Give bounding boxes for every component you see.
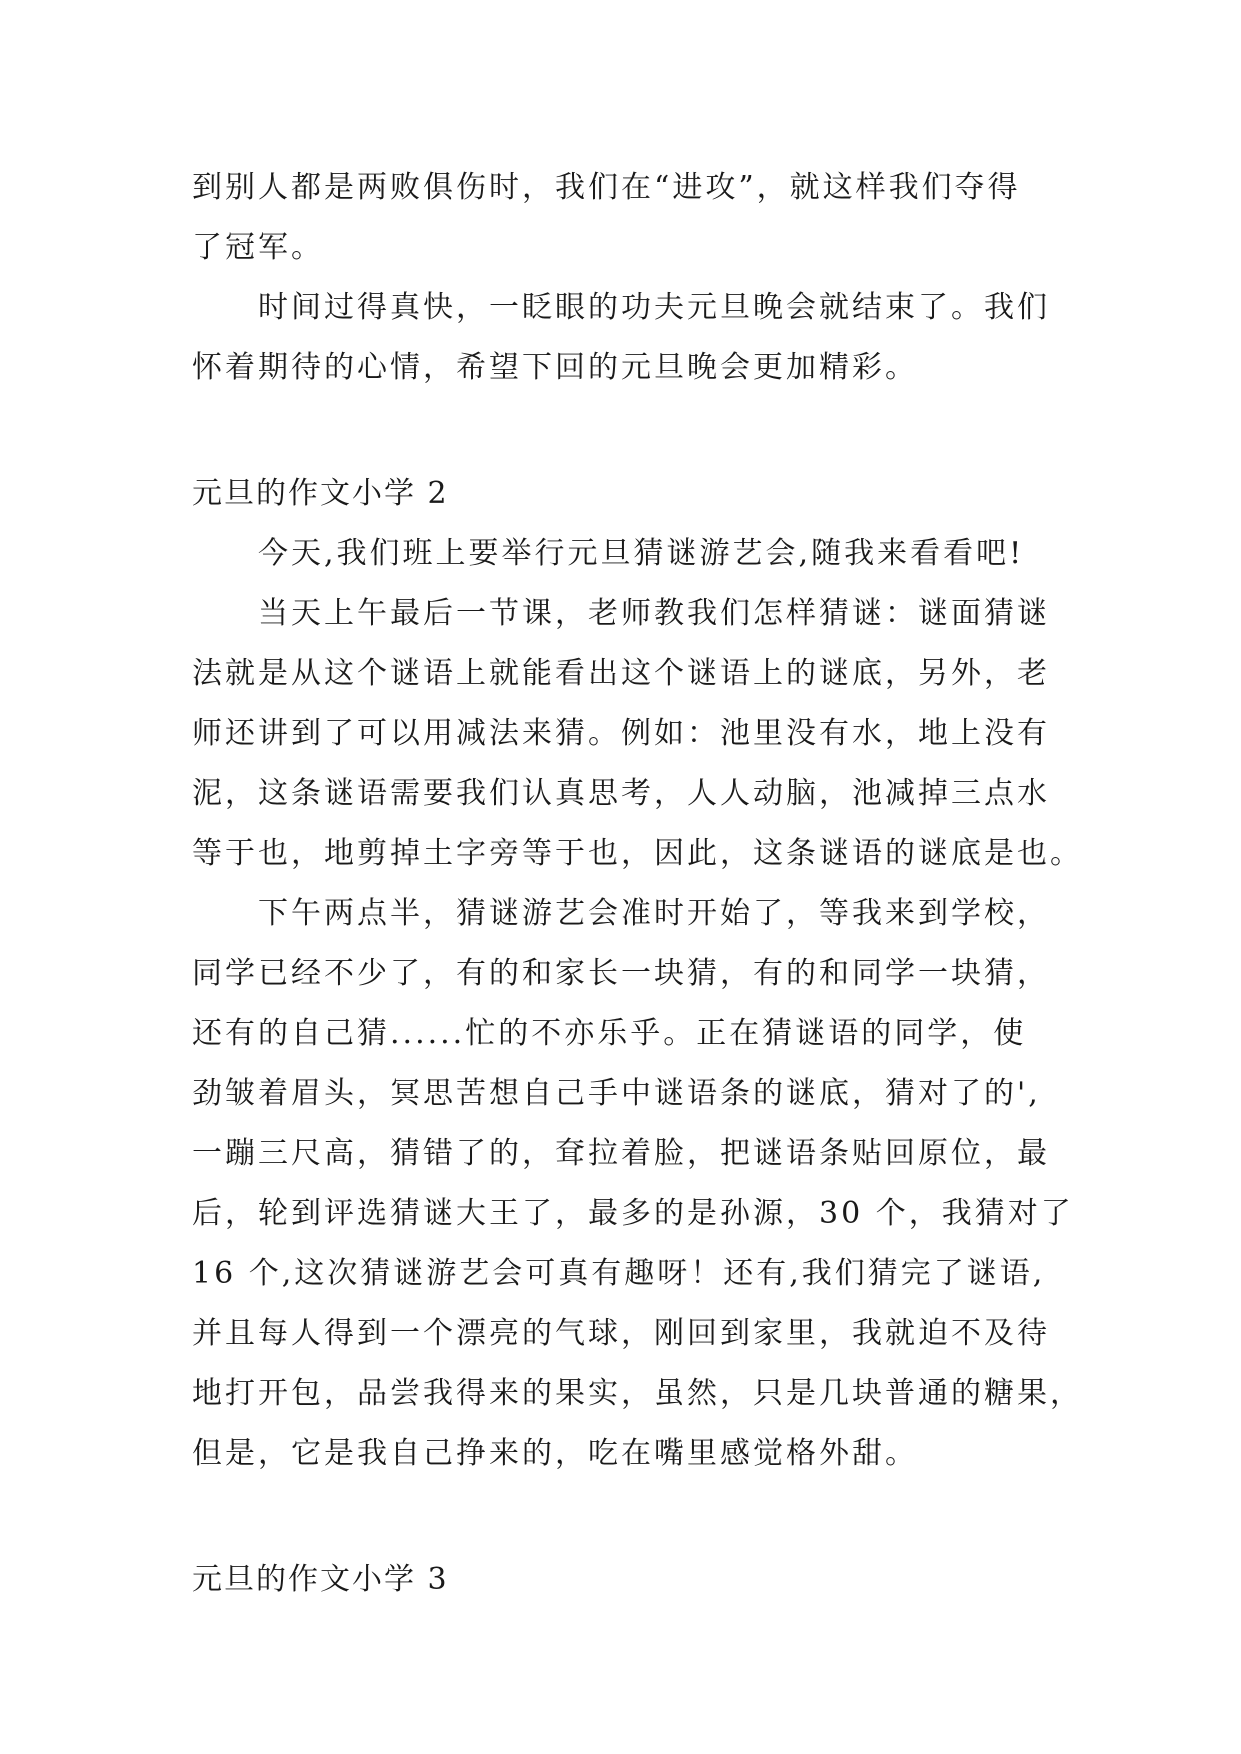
paragraph-2 bbox=[192, 584, 1083, 884]
text-line: 等于也，地剪掉土字旁等于也，因此，这条谜语的谜底是也。 bbox=[192, 836, 1083, 871]
text-line: 到别人都是两败俱伤时，我们在“进攻”，就这样我们夺得 bbox=[192, 170, 1021, 205]
text-line: 怀着期待的心情，希望下回的元旦晚会更加精彩。 bbox=[192, 350, 918, 385]
text-line: 并且每人得到一个漂亮的气球，刚回到家里，我就迫不及待 bbox=[192, 1316, 1050, 1351]
text-line: 下午两点半，猜谜游艺会准时开始了，等我来到学校， bbox=[258, 896, 1050, 931]
paragraph-1 bbox=[192, 524, 1052, 584]
document-body bbox=[192, 158, 1083, 1610]
text-line: 今天,我们班上要举行元旦猜谜游艺会,随我来看看吧! bbox=[258, 536, 1025, 571]
text-line: 16 个,这次猜谜游艺会可真有趣呀！还有,我们猜完了谜语, bbox=[192, 1256, 1046, 1291]
paragraph-3 bbox=[192, 884, 1083, 1484]
text-line: 还有的自己猜......忙的不亦乐乎。正在猜谜语的同学，使 bbox=[192, 1016, 1027, 1051]
text-line: 同学已经不少了，有的和家长一块猜，有的和同学一块猜， bbox=[192, 956, 1050, 991]
paragraph-closing bbox=[192, 278, 1052, 398]
text-line: 泥，这条谜语需要我们认真思考，人人动脑，池减掉三点水 bbox=[192, 776, 1050, 811]
section-heading-3: 元旦的作文小学 3 bbox=[192, 1562, 449, 1597]
paragraph-continuation bbox=[192, 158, 1052, 278]
section-gap bbox=[192, 398, 1052, 464]
text-line: 当天上午最后一节课，老师教我们怎样猜谜：谜面猜谜 bbox=[258, 596, 1050, 631]
text-line: 法就是从这个谜语上就能看出这个谜语上的谜底，另外，老 bbox=[192, 656, 1050, 691]
text-line: 地打开包，品尝我得来的果实，虽然，只是几块普通的糖果， bbox=[192, 1376, 1083, 1411]
section-heading-2: 元旦的作文小学 2 bbox=[192, 476, 449, 511]
text-line: 一蹦三尺高，猜错了的，耷拉着脸，把谜语条贴回原位，最 bbox=[192, 1136, 1050, 1171]
section-gap bbox=[192, 1484, 1052, 1550]
text-line: 师还讲到了可以用减法来猜。例如：池里没有水，地上没有 bbox=[192, 716, 1050, 751]
text-line: 时间过得真快，一眨眼的功夫元旦晚会就结束了。我们 bbox=[258, 290, 1050, 325]
text-line: 劲皱着眉头，冥思苦想自己手中谜语条的谜底，猜对了的', bbox=[192, 1076, 1041, 1111]
text-line: 后，轮到评选猜谜大王了，最多的是孙源，30 个，我猜对了 bbox=[192, 1196, 1074, 1231]
text-line: 了冠军。 bbox=[192, 230, 324, 265]
text-line: 但是，它是我自己挣来的，吃在嘴里感觉格外甜。 bbox=[192, 1436, 918, 1471]
